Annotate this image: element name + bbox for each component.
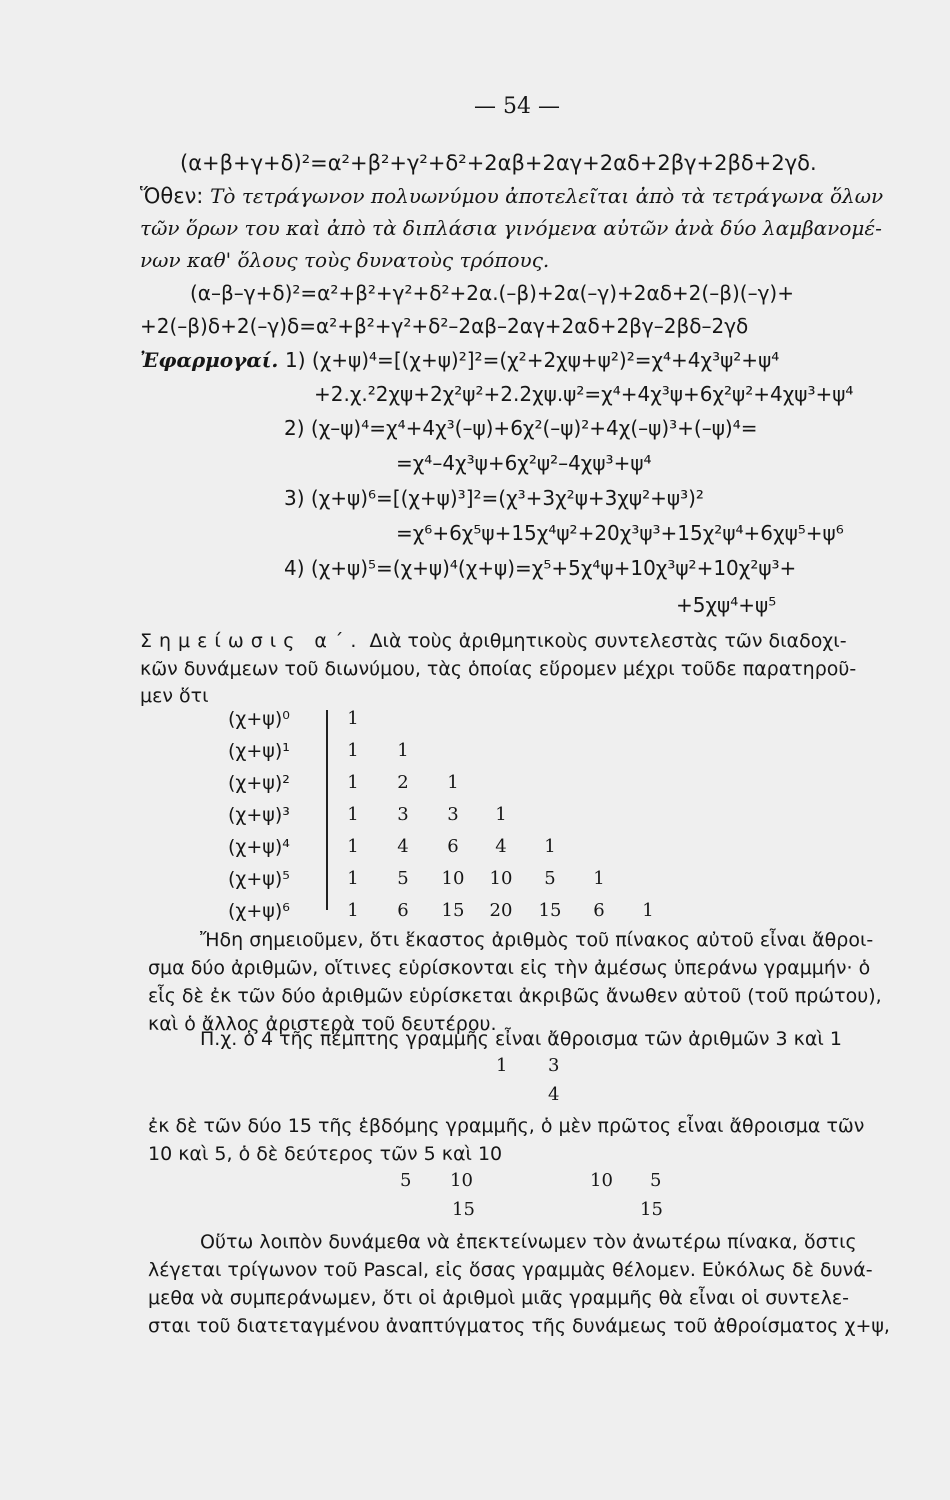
definition-line-1: [140, 183, 883, 209]
coefficient: 15: [538, 900, 562, 921]
note-heading: Σημείωσις α΄.: [140, 630, 364, 652]
expansion-line-3: +2(–β)δ+2(–γ)δ=α²+β²+γ²+δ²–2αβ–2αγ+2αδ+2βγ–2βδ–2γδ: [140, 314, 749, 338]
coefficient: 15: [441, 900, 465, 921]
definition-text: Τὸ τετράγωνον πολυωνύμου ἀποτελεῖται ἀπὸ τὰ τετράγωνα ὅλων: [210, 184, 884, 208]
application-2: 2) (χ–ψ)⁴=χ⁴+4χ³(–ψ)+6χ²(–ψ)²+4χ(–ψ)³+(–ψ)⁴=: [284, 416, 758, 440]
coefficient: 1: [347, 804, 359, 825]
coefficient: 10: [489, 868, 513, 889]
example2-sum2: 15: [640, 1199, 663, 1220]
coefficient: 6: [593, 900, 605, 921]
application-4-cont: +5χψ⁴+ψ⁵: [676, 593, 777, 617]
para3-line-2: 10 καὶ 5, ὁ δὲ δεύτερος τῶν 5 καὶ 10: [148, 1143, 503, 1165]
coefficient: 1: [347, 900, 359, 921]
para2-line-5: Π.χ. ὁ 4 τῆς πέμπτης γραμμῆς εἶναι ἄθροισμα τῶν ἀριθμῶν 3 καὶ 1: [200, 1028, 842, 1050]
coefficient: 1: [347, 708, 359, 729]
example1-b: 3: [548, 1055, 560, 1076]
para2-line-2: σμα δύο ἀριθμῶν, οἵτινες εὑρίσκονται εἰς τὴν ἀμέσως ὑπεράνω γραμμήν· ὁ: [148, 957, 871, 979]
expansion-line-1: (α+β+γ+δ)²=α²+β²+γ²+δ²+2αβ+2αγ+2αδ+2βγ+2βδ+2γδ.: [180, 151, 817, 175]
application-3-cont: =χ⁶+6χ⁵ψ+15χ⁴ψ²+20χ³ψ³+15χ²ψ⁴+6χψ⁵+ψ⁶: [396, 521, 844, 545]
note-text: Διὰ τοὺς ἀριθμητικοὺς συντελεστὰς τῶν διαδοχι-: [369, 630, 847, 652]
applications-line-1: [140, 347, 779, 373]
note-line-3: μεν ὅτι: [140, 685, 209, 707]
row-label: (χ+ψ)⁵: [228, 868, 290, 890]
definition-line-2: τῶν ὅρων του καὶ ἀπὸ τὰ διπλάσια γινόμενα αὐτῶν ἀνὰ δύο λαμβανομέ-: [140, 216, 882, 240]
para4-line-1: Οὕτω λοιπὸν δυνάμεθα νὰ ἐπεκτείνωμεν τὸν ἀνωτέρω πίνακα, ὅστις: [200, 1231, 857, 1253]
row-label: (χ+ψ)⁶: [228, 900, 290, 922]
para2-line-4: καὶ ὁ ἄλλος ἀριστερὰ τοῦ δευτέρου.: [148, 1013, 497, 1035]
coefficient: 20: [489, 900, 513, 921]
coefficient: 6: [447, 836, 459, 857]
coefficient: 4: [397, 836, 409, 857]
coefficient: 1: [347, 740, 359, 761]
para4-line-2: λέγεται τρίγωνον τοῦ Pascal, εἰς ὅσας γραμμὰς θέλομεν. Εὐκόλως δὲ δυνά-: [148, 1259, 873, 1281]
para4-line-3: μεθα νὰ συμπεράνωμεν, ὅτι οἱ ἀριθμοὶ μιᾶς γραμμῆς θὰ εἶναι οἱ συντελε-: [148, 1287, 849, 1309]
para2-line-1: Ἤδη σημειοῦμεν, ὅτι ἕκαστος ἀριθμὸς τοῦ πίνακος αὐτοῦ εἶναι ἄθροι-: [200, 929, 874, 951]
table-divider: [326, 710, 328, 910]
coefficient: 1: [593, 868, 605, 889]
coefficient: 1: [397, 740, 409, 761]
coefficient: 3: [447, 804, 459, 825]
application-1-cont: +2.χ.²2χψ+2χ²ψ²+2.2χψ.ψ²=χ⁴+4χ³ψ+6χ²ψ²+4χψ³+ψ⁴: [314, 382, 854, 406]
coefficient: 3: [397, 804, 409, 825]
note-line-2: κῶν δυνάμεων τοῦ διωνύμου, τὰς ὁποίας εὕρομεν μέχρι τοῦδε παρατηροῦ-: [140, 658, 857, 680]
definition-line-3: νων καθ' ὅλους τοὺς δυνατοὺς τρόπους.: [140, 248, 550, 272]
example2-b1: 10: [450, 1170, 473, 1191]
application-1: 1) (χ+ψ)⁴=[(χ+ψ)²]²=(χ²+2χψ+ψ²)²=χ⁴+4χ³ψ²+ψ⁴: [285, 348, 780, 372]
example2-sum1: 15: [452, 1199, 475, 1220]
para2-line-3: εἷς δὲ ἐκ τῶν δύο ἀριθμῶν εὑρίσκεται ἀκριβῶς ἄνωθεν αὐτοῦ (τοῦ πρώτου),: [148, 985, 882, 1007]
note-line-1: [140, 628, 847, 654]
coefficient: 2: [397, 772, 409, 793]
applications-heading: Ἐφαρμογαί.: [140, 348, 279, 372]
row-label: (χ+ψ)¹: [228, 740, 290, 762]
row-label: (χ+ψ)²: [228, 772, 290, 794]
page-number: — 54 —: [474, 94, 560, 119]
coefficient: 1: [347, 836, 359, 857]
example2-a1: 5: [400, 1170, 412, 1191]
para4-line-4: σται τοῦ διατεταγμένου ἀναπτύγματος τῆς δυνάμεως τοῦ ἀθροίσματος χ+ψ,: [148, 1315, 890, 1337]
row-label: (χ+ψ)⁴: [228, 836, 290, 858]
coefficient: 1: [642, 900, 654, 921]
example2-b2: 5: [650, 1170, 662, 1191]
application-2-cont: =χ⁴–4χ³ψ+6χ²ψ²–4χψ³+ψ⁴: [396, 451, 652, 475]
example1-sum: 4: [548, 1084, 560, 1105]
coefficient: 1: [544, 836, 556, 857]
coefficient: 5: [397, 868, 409, 889]
coefficient: 10: [441, 868, 465, 889]
row-label: (χ+ψ)³: [228, 804, 290, 826]
coefficient: 1: [347, 772, 359, 793]
coefficient: 4: [495, 836, 507, 857]
example2-a2: 10: [590, 1170, 613, 1191]
coefficient: 5: [544, 868, 556, 889]
coefficient: 1: [347, 868, 359, 889]
application-4: 4) (χ+ψ)⁵=(χ+ψ)⁴(χ+ψ)=χ⁵+5χ⁴ψ+10χ³ψ²+10χ²ψ³+: [284, 556, 797, 580]
example1-a: 1: [496, 1055, 508, 1076]
expansion-line-2: (α–β–γ+δ)²=α²+β²+γ²+δ²+2α.(–β)+2α(–γ)+2αδ+2(–β)(–γ)+: [190, 281, 794, 305]
para3-line-1: ἐκ δὲ τῶν δύο 15 τῆς ἑβδόμης γραμμῆς, ὁ μὲν πρῶτος εἶναι ἄθροισμα τῶν: [148, 1115, 865, 1137]
therefore-word: Ὅθεν:: [140, 184, 204, 208]
application-3: 3) (χ+ψ)⁶=[(χ+ψ)³]²=(χ³+3χ²ψ+3χψ²+ψ³)²: [284, 486, 704, 510]
row-label: (χ+ψ)⁰: [228, 708, 290, 730]
coefficient: 1: [447, 772, 459, 793]
coefficient: 1: [495, 804, 507, 825]
coefficient: 6: [397, 900, 409, 921]
